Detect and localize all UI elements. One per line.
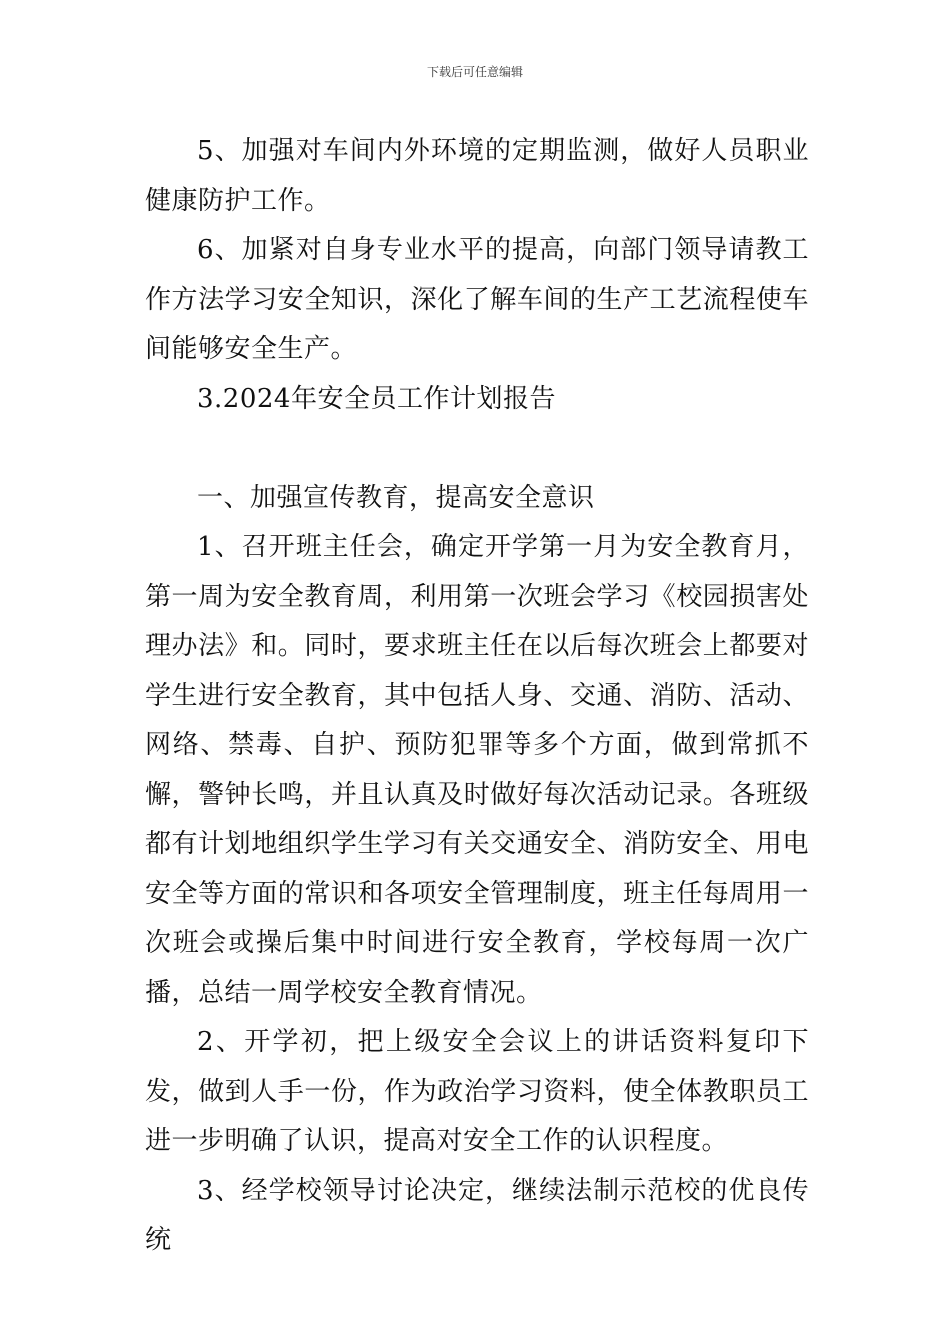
paragraph-item-3: 3、经学校领导讨论决定，继续法制示范校的优良传统 — [145, 1175, 809, 1255]
blank-line — [145, 424, 809, 474]
document-body — [145, 127, 809, 1266]
section-title-report: 3.2024年安全员工作计划报告 — [197, 383, 556, 414]
paragraph-item-5: 5、加强对车间内外环境的定期监测，做好人员职业健康防护工作。 — [145, 136, 809, 216]
paragraph-item-1: 1、召开班主任会，确定开学第一月为安全教育月，第一周为安全教育周，利用第一次班会学习《校园损害处理办法》和。同时，要求班主任在以后每次班会上都要对学生进行安全教育，其中包括人身、交通、消防、活动、网络、禁毒、自护、预防犯罪等多个方面，做到常抓不懈，警钟长鸣，并且认真及时做好每次活动记录。各班级都有计划地组织学生学习有关交通安全、消防安全、用电安全等方面的常识和各项安全管理制度，班主任每周用一次班会或操后集中时间进行安全教育，学校每周一次广播，总结一周学校安全教育情况。 — [145, 532, 809, 1008]
paragraph-item-2: 2、开学初，把上级安全会议上的讲话资料复印下发，做到人手一份，作为政治学习资料，使全体教职员工进一步明确了认识，提高对安全工作的认识程度。 — [145, 1027, 809, 1156]
section-heading-1: 一、加强宣传教育，提高安全意识 — [197, 482, 595, 513]
page-header-note: 下载后可任意编辑 — [426, 65, 523, 79]
paragraph-item-6: 6、加紧对自身专业水平的提高，向部门领导请教工作方法学习安全知识，深化了解车间的生产工艺流程使车间能够安全生产。 — [145, 235, 809, 364]
